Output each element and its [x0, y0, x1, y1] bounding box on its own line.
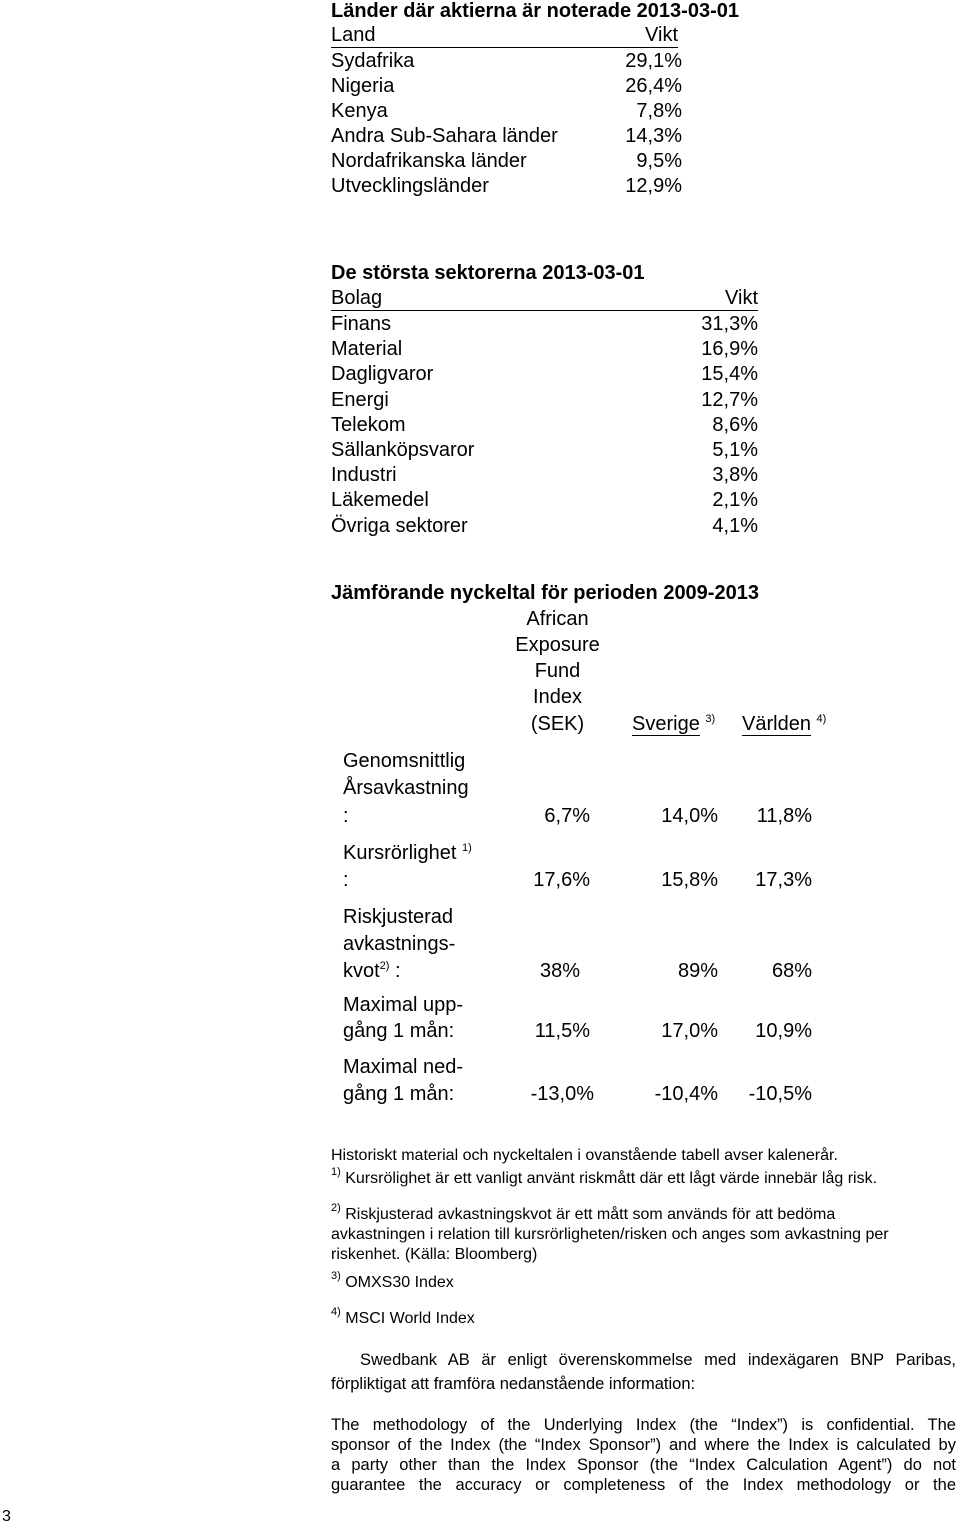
- col-fund-line-2: Exposure: [515, 634, 600, 656]
- sector-weight: 8,6%: [712, 413, 758, 436]
- kf-row1-fund: 6,7%: [544, 805, 590, 827]
- kf-row4-varlden: 10,9%: [755, 1020, 812, 1042]
- kf-row3-label-text: kvot: [343, 960, 380, 982]
- col-fund-line-1: African: [526, 608, 589, 630]
- col-varlden-label: Världen: [742, 713, 811, 735]
- sector-weight: 15,4%: [701, 363, 758, 386]
- disclaimer-sv-line2: förpliktigat att framföra nedanstående information:: [331, 1375, 696, 1393]
- country-name: Sydafrika: [331, 50, 415, 72]
- kf-row3-label-line2: avkastnings-: [343, 933, 456, 955]
- kf-row5-label-line1: Maximal ned-: [343, 1056, 464, 1078]
- col-fund-line-3: Fund: [534, 660, 581, 682]
- sector-weight: 3,8%: [712, 464, 758, 487]
- country-weight: 12,9%: [625, 175, 682, 197]
- kf-row3-footnote-ref: 2): [379, 960, 390, 972]
- kf-row2-fund: 17,6%: [533, 869, 590, 891]
- country-name: Nordafrikanska länder: [331, 150, 527, 172]
- kf-row3-varlden: 68%: [771, 960, 812, 982]
- disclaimer-en-line1: The methodology of the Underlying Index (the “Index”) is confidential. The: [331, 1416, 956, 1434]
- sector-weight: 5,1%: [712, 439, 758, 461]
- col-sverige-header: [632, 713, 715, 736]
- kf-row3-label-line1: Riskjusterad: [343, 906, 454, 928]
- kf-row1-label-line1: Genomsnittlig: [343, 750, 466, 772]
- footnote-3-text: OMXS30 Index: [345, 1274, 454, 1291]
- sector-weight: 16,9%: [701, 338, 758, 361]
- kf-row5-sverige: -10,4%: [654, 1083, 718, 1105]
- kf-row4-label-line2: gång 1 mån:: [343, 1020, 455, 1042]
- kf-row5-fund: -13,0%: [530, 1083, 594, 1105]
- kf-row3-fund: 38%: [539, 960, 580, 982]
- kf-row1-label-line2: Årsavkastning: [343, 777, 469, 799]
- country-name: Kenya: [331, 100, 388, 122]
- kf-row3-label-colon: :: [395, 960, 401, 982]
- disclaimer-en-line4: guarantee the accuracy or completeness of the Index methodology or the: [331, 1476, 956, 1494]
- sector-weight: 4,1%: [712, 514, 758, 537]
- keyfigures-title: Jämförande nyckeltal för perioden 2009-2013: [331, 582, 759, 604]
- country-weight: 26,4%: [625, 75, 682, 97]
- kf-row2-footnote-ref: 1): [461, 842, 472, 854]
- kf-row2-sverige: 15,8%: [661, 869, 718, 891]
- kf-row2-label-text: Kursrörlighet: [343, 842, 457, 864]
- countries-title: Länder där aktierna är noterade 2013-03-01: [331, 0, 739, 22]
- page-number: 3: [2, 1508, 11, 1525]
- footnote-3: [331, 1270, 454, 1292]
- countries-header-rule: [331, 47, 678, 48]
- footnote-2-line3: riskenhet. (Källa: Bloomberg): [331, 1246, 538, 1263]
- sectors-title: De största sektorerna 2013-03-01: [331, 262, 645, 284]
- kf-row5-label-line2: gång 1 mån:: [343, 1083, 455, 1105]
- footnote-2-line2: avkastningen i relation till kursrörligheten/risken och anges som avkastning per: [331, 1226, 889, 1243]
- sector-name: Läkemedel: [331, 489, 429, 512]
- country-weight: 7,8%: [636, 100, 682, 122]
- footnote-3-mark: 3): [331, 1270, 341, 1282]
- footnote-2-text-1: Riskjusterad avkastningskvot är ett mått som används för att bedöma: [345, 1206, 836, 1223]
- sector-name: Dagligvaror: [331, 363, 434, 386]
- col-varlden-footnote-ref: 4): [816, 713, 827, 725]
- sector-weight: 2,1%: [712, 489, 758, 512]
- footnote-4: [331, 1306, 475, 1328]
- disclaimer-sv-line1: Swedbank AB är enligt överenskommelse med indexägaren BNP Paribas,: [360, 1351, 956, 1369]
- footnote-2-mark: 2): [331, 1202, 341, 1214]
- sector-name: Telekom: [331, 413, 406, 436]
- countries-col-land: Land: [331, 24, 376, 46]
- notes-intro: Historiskt material och nyckeltalen i ovanstående tabell avser kalenerår.: [331, 1147, 838, 1164]
- country-weight: 14,3%: [625, 125, 682, 147]
- kf-row1-label-line3: :: [343, 805, 349, 827]
- footnote-4-mark: 4): [331, 1306, 341, 1318]
- col-sverige-footnote-ref: 3): [705, 713, 716, 725]
- footnote-1-text: Kursrölighet är ett vanligt använt riskmått där ett lågt värde innebär låg risk.: [345, 1170, 878, 1187]
- sectors-col-bolag: Bolag: [331, 287, 383, 309]
- sector-name: Material: [331, 338, 403, 361]
- footnote-2-line1: [331, 1202, 836, 1224]
- country-name: Utvecklingsländer: [331, 175, 489, 197]
- col-varlden-header: [742, 713, 826, 736]
- country-name: Nigeria: [331, 75, 395, 97]
- sector-name: Industri: [331, 464, 397, 487]
- col-sverige-label: Sverige: [632, 713, 700, 735]
- col-fund-line-4: Index: [533, 686, 582, 708]
- countries-col-vikt: Vikt: [645, 24, 678, 46]
- sector-weight: 12,7%: [701, 388, 758, 411]
- kf-row5-varlden: -10,5%: [748, 1083, 812, 1105]
- sector-name: Övriga sektorer: [331, 514, 468, 537]
- footnote-1: [331, 1166, 878, 1188]
- disclaimer-en-line2: sponsor of the Index (the “Index Sponsor”) and where the Index is calculated by: [331, 1436, 956, 1454]
- kf-row4-fund: 11,5%: [534, 1020, 590, 1042]
- disclaimer-en-line3: a party other than the Index Sponsor (the “Index Calculation Agent”) do not: [331, 1456, 956, 1474]
- sectors-header-rule: [331, 310, 758, 311]
- kf-row3-label-line3: [343, 960, 401, 983]
- sectors-col-vikt: Vikt: [725, 287, 758, 309]
- country-name: Andra Sub-Sahara länder: [331, 125, 558, 147]
- kf-row3-sverige: 89%: [677, 960, 718, 982]
- footnote-4-text: MSCI World Index: [345, 1310, 475, 1327]
- sector-weight: 31,3%: [701, 313, 758, 335]
- col-fund-line-5: (SEK): [530, 713, 585, 735]
- kf-row1-varlden: 11,8%: [756, 805, 812, 827]
- country-weight: 29,1%: [625, 50, 682, 72]
- sector-name: Energi: [331, 388, 389, 411]
- footnote-1-mark: 1): [331, 1166, 341, 1178]
- kf-row2-label-line2: :: [343, 869, 349, 891]
- kf-row4-sverige: 17,0%: [661, 1020, 718, 1042]
- kf-row2-label-line1: [343, 842, 472, 865]
- sector-name: Finans: [331, 313, 392, 335]
- kf-row2-varlden: 17,3%: [755, 869, 812, 891]
- country-weight: 9,5%: [636, 150, 682, 172]
- sector-name: Sällanköpsvaror: [331, 439, 475, 461]
- kf-row1-sverige: 14,0%: [661, 805, 718, 827]
- kf-row4-label-line1: Maximal upp-: [343, 994, 464, 1016]
